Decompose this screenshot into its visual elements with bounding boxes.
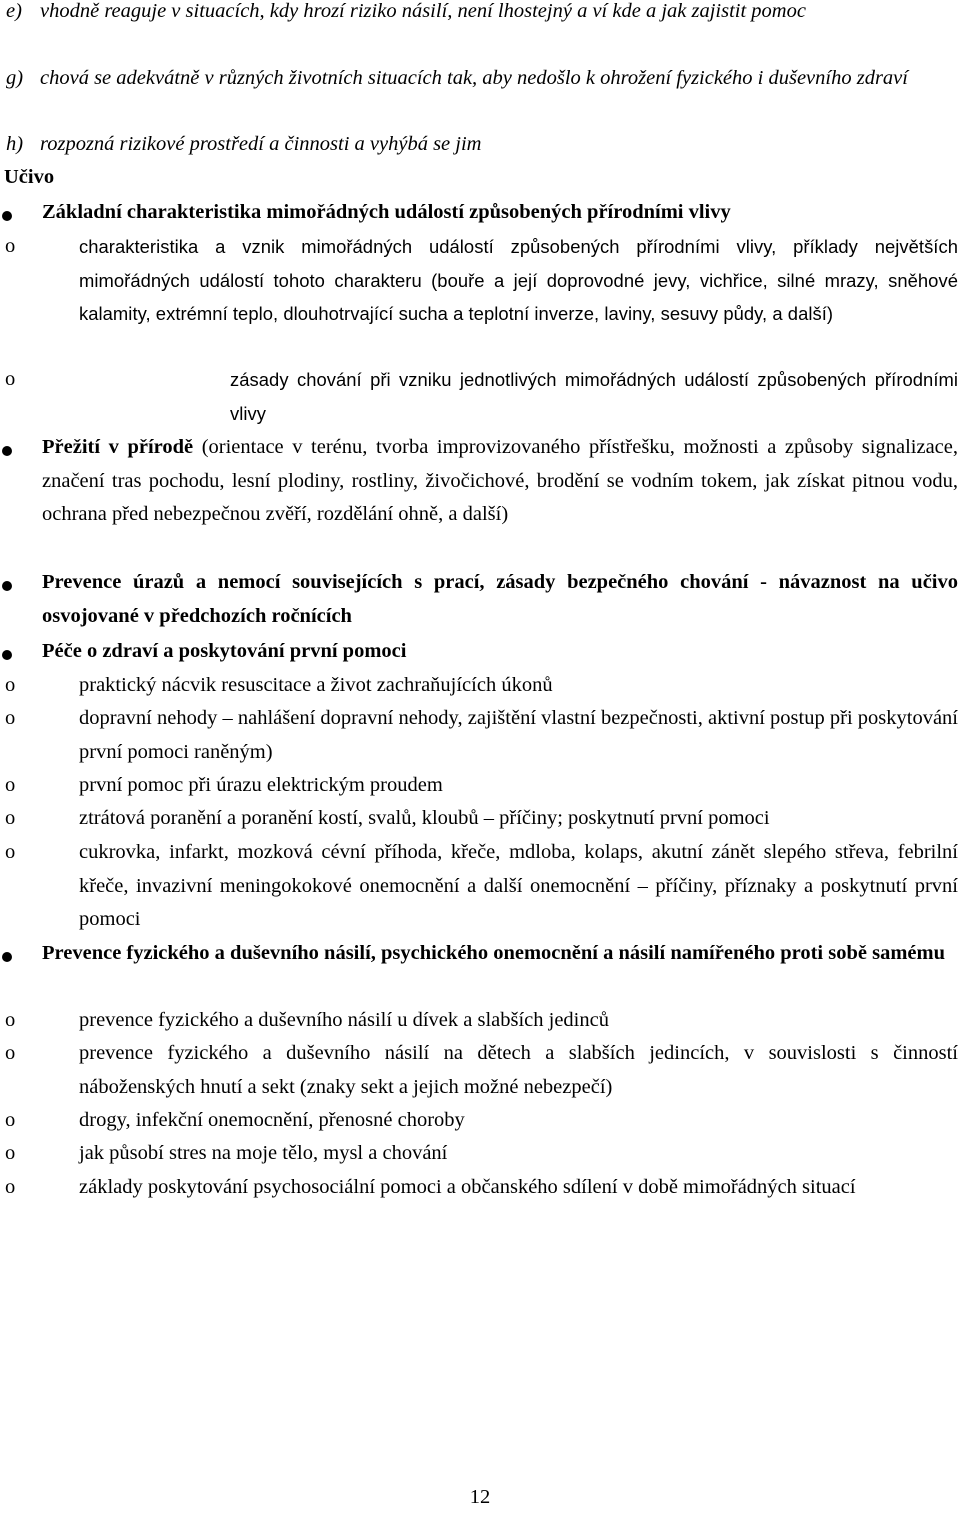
subtopic-text: prevence fyzického a duševního násilí na dětech a slabších jedincích, v souvislosti s činností náboženských hnutí a sekt (znaky sekt a jejich možné nebezpečí): [79, 1042, 958, 1098]
topic-survival: [0, 431, 958, 532]
topic-title: Prevence úrazů a nemocí souvisejících s prací, zásady bezpečného chování - návaznost na učivo osvojované v předchozích ročnících: [42, 571, 958, 627]
subtopic-text: dopravní nehody – nahlášení dopravní nehody, zajištění vlastní bezpečnosti, aktivní postup při poskytování první pomoci raněným): [79, 707, 958, 763]
topic-first-aid: [0, 635, 958, 669]
subbullet-marker: o: [5, 1176, 16, 1198]
subbullet-marker: o: [5, 841, 16, 863]
topic-text: [42, 431, 958, 532]
outcome-letter: e): [6, 0, 22, 22]
subtopic-text: cukrovka, infarkt, mozková cévní příhoda, křeče, mdloba, kolaps, akutní zánět slepého střeva, febrilní křeče, invazivní meningokokové onemocnění a další onemocnění – příčiny, příznaky a poskytnutí první pomoci: [79, 841, 958, 931]
subtopic-item: [0, 1104, 958, 1138]
subbullet-marker: o: [5, 707, 16, 729]
topic-title: Přežití v přírodě: [42, 436, 194, 458]
page-number: 12: [469, 1486, 491, 1508]
subtopic-item: [0, 769, 958, 803]
subtopic-text: základy poskytování psychosociální pomoci a občanského sdílení v době mimořádných situací: [79, 1176, 856, 1198]
subtopic-item: [0, 1037, 958, 1104]
subbullet-marker: o: [5, 674, 16, 696]
subbullet-marker: o: [5, 1109, 16, 1131]
topic-title: Péče o zdraví a poskytování první pomoci: [42, 640, 407, 662]
subtopic-text: drogy, infekční onemocnění, přenosné choroby: [79, 1109, 465, 1131]
subtopic-item: [0, 363, 958, 430]
subtopic-text: charakteristika a vznik mimořádných událostí způsobených přírodními vlivy, příklady největších mimořádných událostí tohoto charakteru (bouře a její doprovodné jevy, vichřice, silné mrazy, sněhové kalamity, extrémní teplo, dlouhotrvající sucha a teplotní inverze, laviny, sesuvy půdy, a další): [79, 236, 958, 325]
topic-injury-prevention: [0, 566, 958, 633]
subbullet-marker: o: [5, 235, 16, 257]
subtopic-text: první pomoc při úrazu elektrickým proudem: [79, 774, 443, 796]
subbullet-marker: o: [5, 368, 16, 390]
outcome-text: chová se adekvátně v různých životních situacích tak, aby nedošlo k ohrožení fyzického i duševního zdraví: [40, 67, 908, 89]
subtopic-text: prevence fyzického a duševního násilí u dívek a slabších jedinců: [79, 1009, 609, 1031]
topic-description: (orientace v terénu, tvorba improvizovaného přístřešku, možnosti a způsoby signalizace, značení tras pochodu, lesní plodiny, rostliny, živočichové, brodění se vodním tokem, jak získat pitnou vodu, ochrana před nebezpečnou zvěří, rozdělání ohně, a další): [42, 436, 958, 526]
section-heading: Učivo: [4, 166, 55, 188]
subtopic-item: [0, 836, 958, 937]
subtopic-item: [0, 802, 958, 836]
outcome-item-h: [6, 128, 956, 162]
subbullet-marker: o: [5, 774, 16, 796]
outcome-text: vhodně reaguje v situacích, kdy hrozí riziko násilí, není lhostejný a ví kde a jak zajistit pomoc: [40, 0, 806, 22]
subtopic-item: [0, 1171, 958, 1205]
bullet-icon: [2, 581, 12, 591]
subtopic-item: [0, 1004, 958, 1038]
outcome-item-e: [6, 0, 956, 29]
outcome-text: rozpozná rizikové prostředí a činnosti a vyhýbá se jim: [40, 133, 482, 155]
subtopic-text: praktický nácvik resuscitace a život zachraňujících úkonů: [79, 674, 553, 696]
subbullet-marker: o: [5, 1142, 16, 1164]
bullet-icon: [2, 211, 12, 221]
topic-violence-prevention: [0, 937, 958, 971]
subtopic-item: [0, 1137, 958, 1171]
subtopic-item: [0, 230, 958, 331]
outcome-letter: h): [6, 133, 24, 155]
subbullet-marker: o: [5, 1009, 16, 1031]
subtopic-text: jak působí stres na moje tělo, mysl a chování: [79, 1142, 448, 1164]
topic-title: Základní charakteristika mimořádných událostí způsobených přírodními vlivy: [42, 201, 731, 223]
bullet-icon: [2, 446, 12, 456]
bullet-icon: [2, 650, 12, 660]
subtopic-item: [0, 702, 958, 769]
bullet-icon: [2, 952, 12, 962]
outcome-letter: g): [6, 67, 24, 89]
subtopic-item: [0, 669, 958, 703]
subbullet-marker: o: [5, 807, 16, 829]
outcome-item-g: [6, 62, 956, 96]
topic-natural-events: [0, 196, 958, 230]
subbullet-marker: o: [5, 1042, 16, 1064]
subtopic-text: ztrátová poranění a poranění kostí, svalů, kloubů – příčiny; poskytnutí první pomoci: [79, 807, 770, 829]
topic-title: Prevence fyzického a duševního násilí, psychického onemocnění a násilí namířeného proti sobě samému: [42, 942, 945, 964]
subtopic-text: zásady chování při vzniku jednotlivých mimořádných událostí způsobených přírodními vlivy: [230, 369, 958, 424]
